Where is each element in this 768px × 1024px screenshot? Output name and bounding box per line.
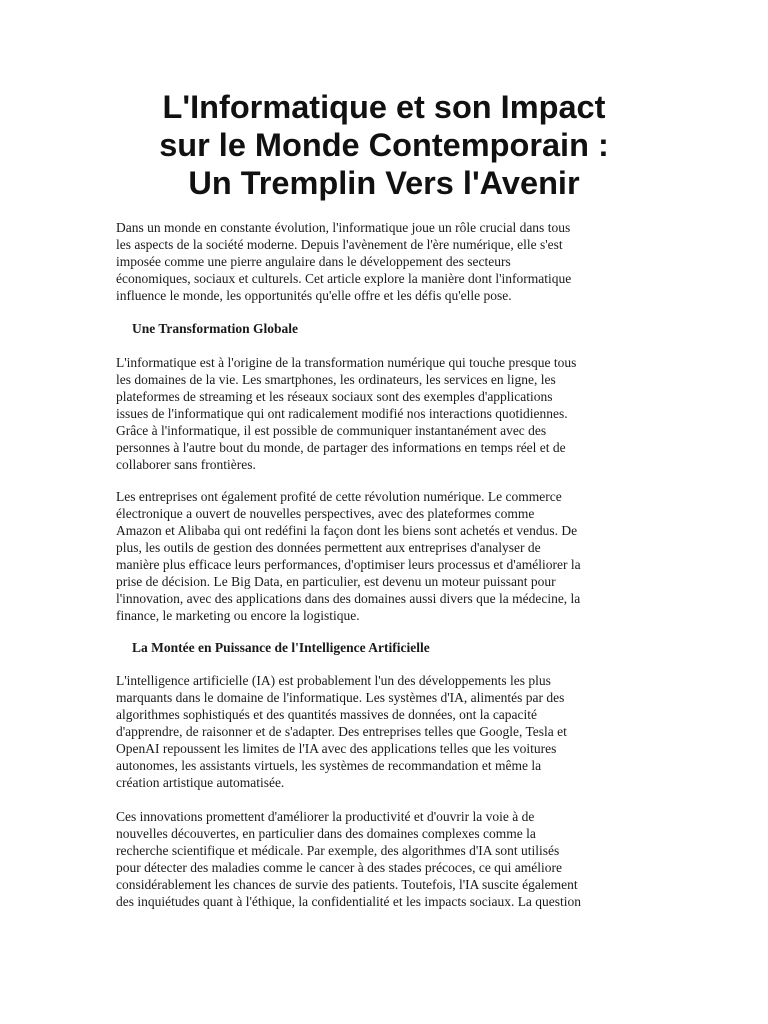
paragraph-ai-2 (116, 808, 656, 910)
text-line: collaborer sans frontières. (116, 457, 256, 472)
title-line: Un Tremplin Vers l'Avenir (188, 165, 580, 201)
text-line: nouvelles découvertes, en particulier dans des domaines complexes comme la (116, 826, 536, 841)
text-line: recherche scientifique et médicale. Par exemple, des algorithmes d'IA sont utilisés (116, 843, 560, 858)
paragraph-ai-1 (116, 672, 656, 791)
text-line: Ces innovations promettent d'améliorer la productivité et d'ouvrir la voie à de (116, 809, 535, 824)
text-line: l'innovation, avec des applications dans des domaines aussi divers que la médecine, la (116, 591, 581, 606)
text-line: les domaines de la vie. Les smartphones, les ordinateurs, les services en ligne, les (116, 372, 556, 387)
paragraph-transformation-1 (116, 354, 656, 473)
text-line: L'informatique est à l'origine de la transformation numérique qui touche presque tous (116, 355, 577, 370)
document-title (100, 88, 668, 202)
text-line: marquants dans le domaine de l'informatique. Les systèmes d'IA, alimentés par des (116, 690, 565, 705)
text-line: influence le monde, les opportunités qu'elle offre et les défis qu'elle pose. (116, 288, 512, 303)
text-line: plateformes de streaming et les réseaux sociaux sont des exemples d'applications (116, 389, 553, 404)
text-line: les aspects de la société moderne. Depuis l'avènement de l'ère numérique, elle s'est (116, 237, 563, 252)
text-line: prise de décision. Le Big Data, en particulier, est devenu un moteur puissant pour (116, 574, 556, 589)
text-line: personnes à l'autre bout du monde, de partager des informations en temps réel et de (116, 440, 566, 455)
intro-paragraph (116, 219, 656, 304)
text-line: autonomes, les assistants virtuels, les systèmes de recommandation et même la (116, 758, 542, 773)
text-line: algorithmes sophistiqués et des quantités massives de données, ont la capacité (116, 707, 538, 722)
text-line: Amazon et Alibaba qui ont redéfini la façon dont les biens sont achetés et vendus. De (116, 523, 578, 538)
text-line: Grâce à l'informatique, il est possible de communiquer instantanément avec des (116, 423, 547, 438)
text-line: des inquiétudes quant à l'éthique, la confidentialité et les impacts sociaux. La question (116, 894, 582, 909)
text-line: manière plus efficace leurs performances, d'optimiser leurs processus et d'améliorer la (116, 557, 581, 572)
text-line: OpenAI repoussent les limites de l'IA avec des applications telles que les voitures (116, 741, 557, 756)
text-line: considérablement les chances de survie des patients. Toutefois, l'IA suscite également (116, 877, 578, 892)
section-heading-ai: La Montée en Puissance de l'Intelligence Artificielle (132, 640, 430, 655)
text-line: électronique a ouvert de nouvelles perspectives, avec des plateformes comme (116, 506, 535, 521)
text-line: imposée comme une pierre angulaire dans le développement des secteurs (116, 254, 511, 269)
text-line: issues de l'informatique qui ont radicalement modifié nos interactions quotidiennes. (116, 406, 568, 421)
text-line: économiques, sociaux et culturels. Cet article explore la manière dont l'informatique (116, 271, 572, 286)
text-line: finance, le marketing ou encore la logistique. (116, 608, 360, 623)
title-line: L'Informatique et son Impact (162, 89, 606, 125)
text-line: Dans un monde en constante évolution, l'informatique joue un rôle crucial dans tous (116, 220, 571, 235)
text-line: Les entreprises ont également profité de cette révolution numérique. Le commerce (116, 489, 562, 504)
text-line: pour détecter des maladies comme le cancer à des stades précoces, ce qui améliore (116, 860, 563, 875)
text-line: L'intelligence artificielle (IA) est probablement l'un des développements les plus (116, 673, 551, 688)
text-line: plus, les outils de gestion des données permettent aux entreprises d'analyser de (116, 540, 541, 555)
text-line: d'apprendre, de raisonner et de s'adapter. Des entreprises telles que Google, Tesla et (116, 724, 567, 739)
title-line: sur le Monde Contemporain : (159, 127, 609, 163)
text-line: création artistique automatisée. (116, 775, 285, 790)
section-heading-transformation: Une Transformation Globale (132, 321, 299, 336)
paragraph-transformation-2 (116, 488, 656, 624)
